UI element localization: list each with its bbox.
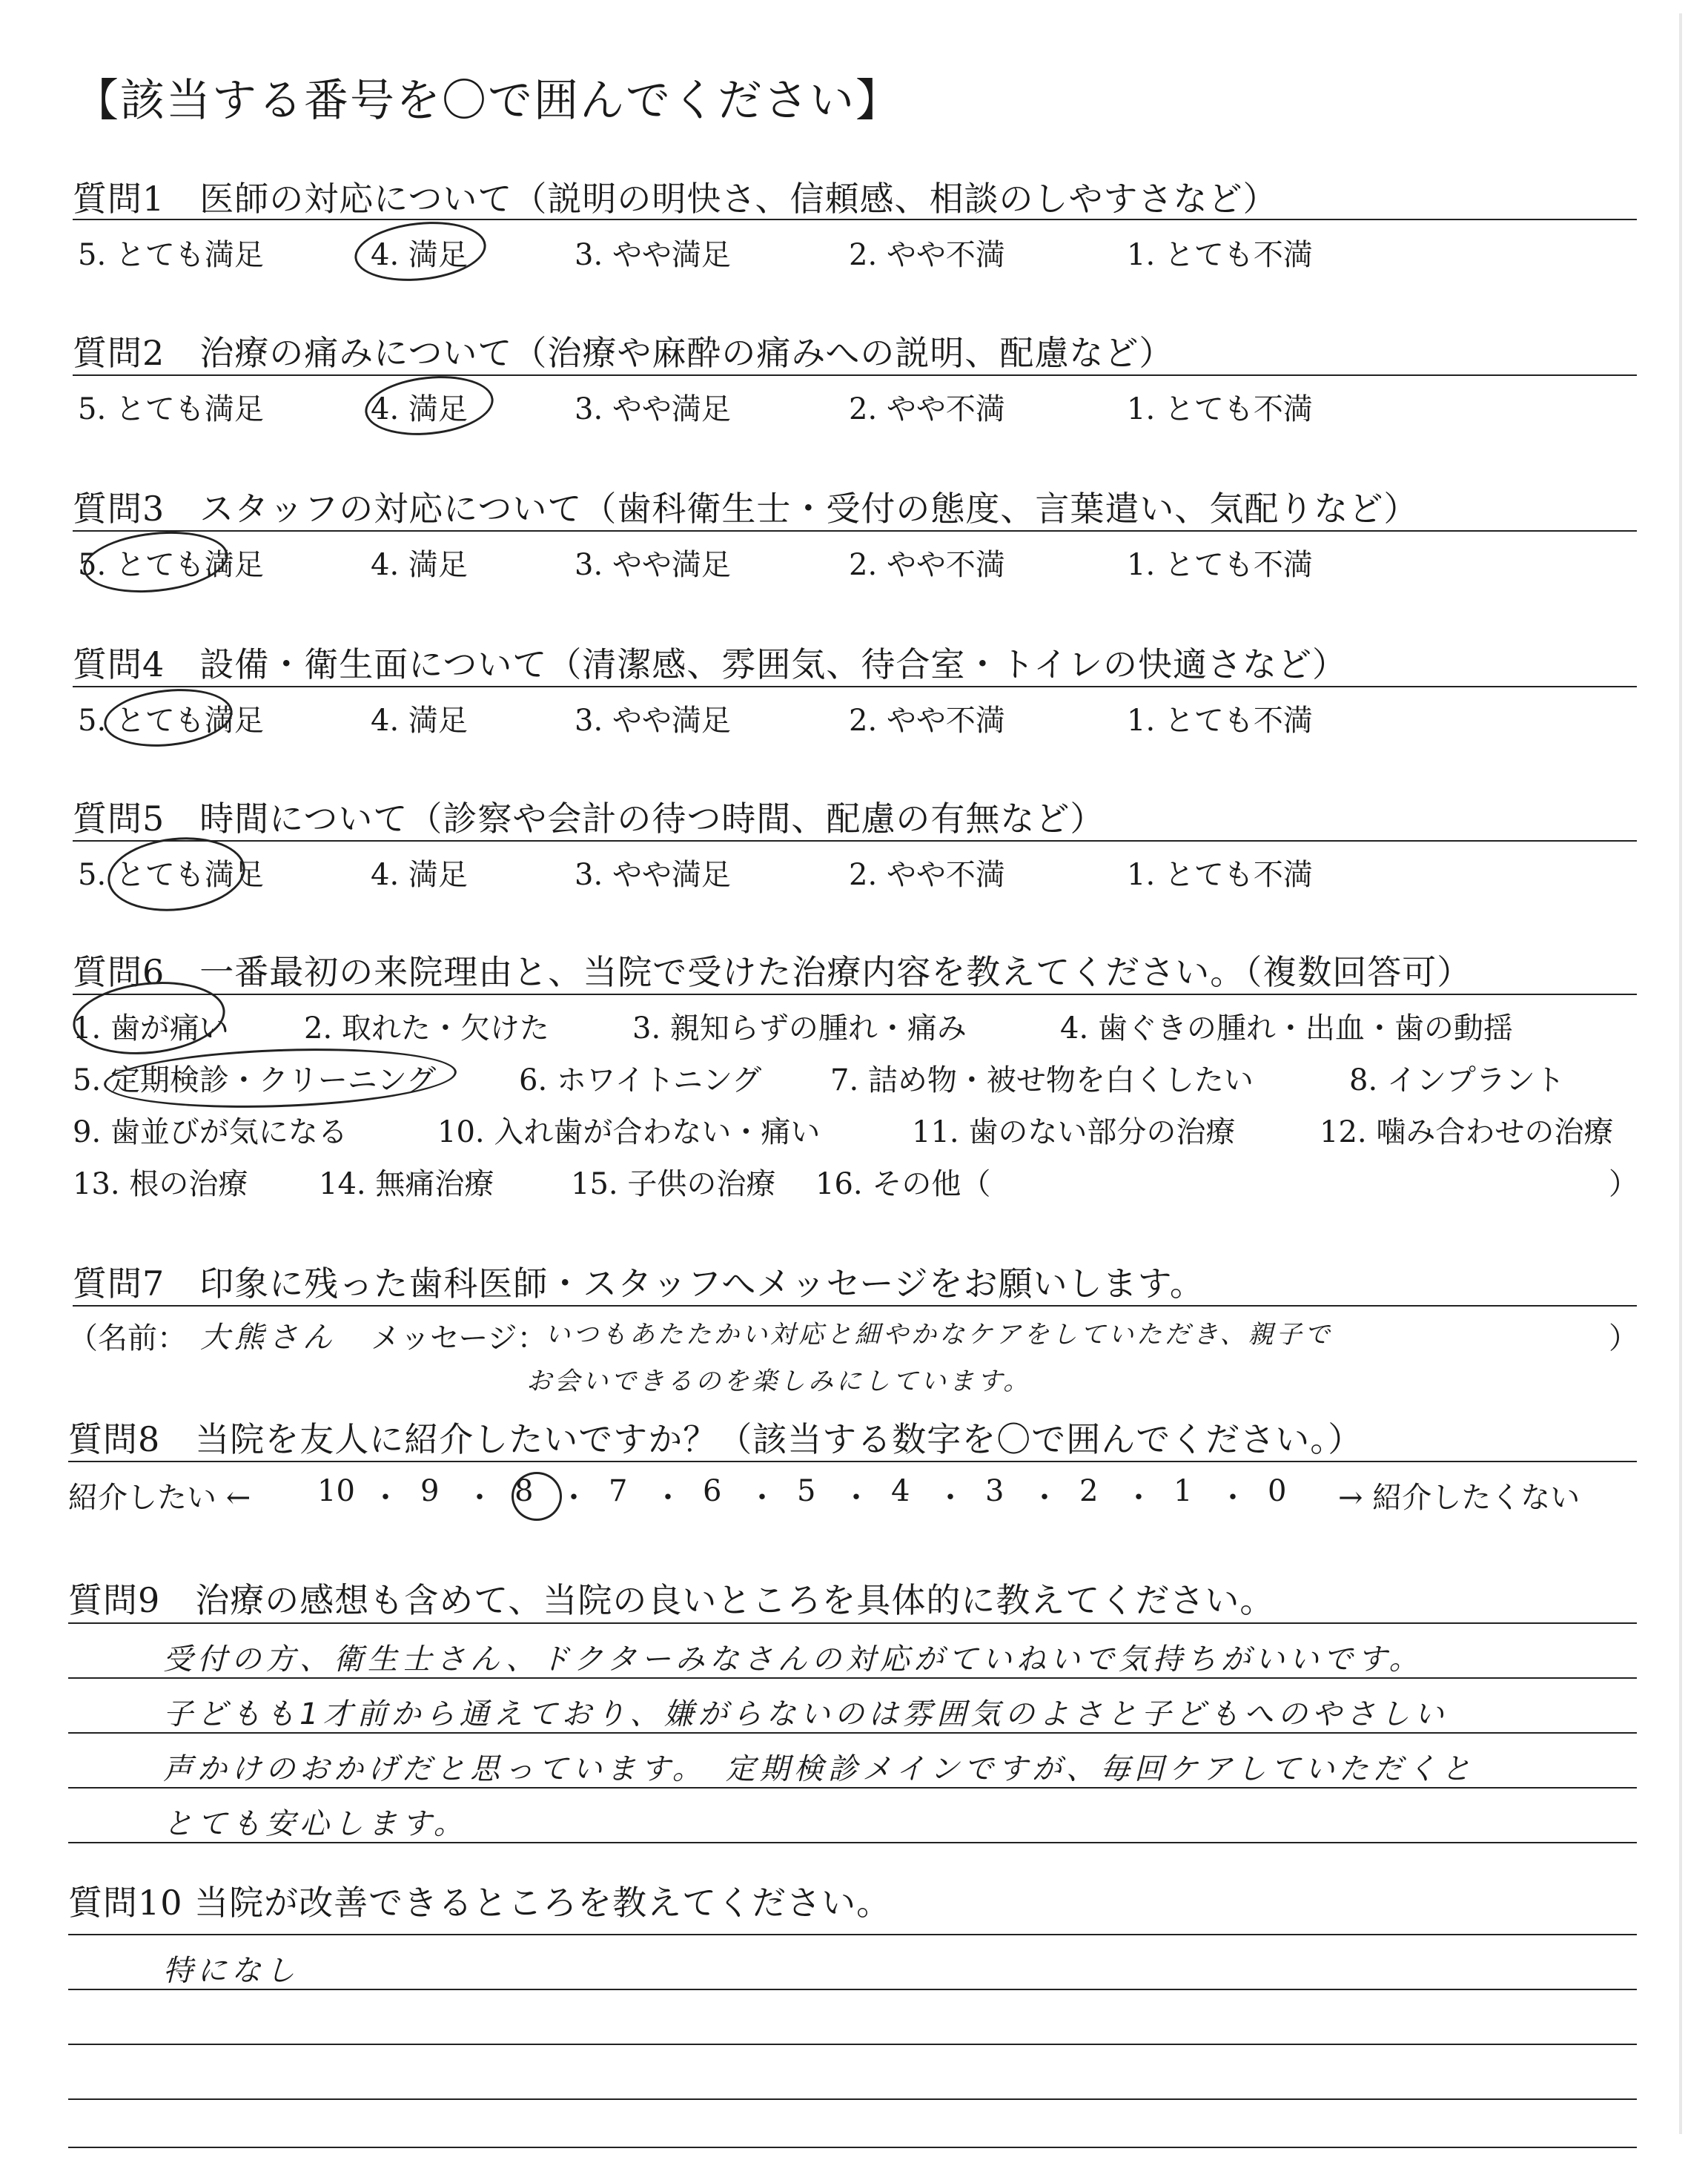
q1-answer-circle [351, 216, 489, 287]
q2-title: 質問2 治療の痛みについて（治療や麻酔の痛みへの説明、配慮など） [73, 333, 1174, 373]
q6-option-7[interactable]: 7. 詰め物・被せ物を白くしたい [830, 1063, 1254, 1097]
q8-left-label: 紹介したい ← [68, 1481, 251, 1515]
q1-option-1[interactable]: 1. とても不満 [1127, 238, 1313, 272]
q8-scale-value-0[interactable]: 0 [1268, 1474, 1287, 1508]
q9-rule-1 [68, 1622, 1637, 1624]
q7-message-line2: お会いできるのを楽しみにしています。 [526, 1367, 1032, 1396]
q7-name-label: （名前： [68, 1321, 187, 1355]
q9-answer-line2: 子どもも1才前から通えており、嫌がらないのは雰囲気のよさと子どもへのやさしい [163, 1697, 1449, 1731]
q2-option-2[interactable]: 2. やや不満 [849, 392, 1005, 426]
q6-option-4[interactable]: 4. 歯ぐきの腫れ・出血・歯の動揺 [1060, 1011, 1513, 1046]
q10-rule-3 [68, 2044, 1637, 2045]
q9-answer-line3: 声かけのおかげだと思っています。 定期検診メインですが、毎回ケアしていただくと [163, 1752, 1475, 1786]
q1-option-5[interactable]: 5. とても満足 [78, 238, 264, 272]
q5-option-1[interactable]: 1. とても不満 [1127, 858, 1313, 892]
q8-scale-value-5[interactable]: 5 [797, 1474, 816, 1508]
q2-option-4[interactable]: 4. 満足 [371, 392, 468, 426]
q3-option-5[interactable]: 5. とても満足 [78, 548, 264, 582]
q8-scale-separator: ・ [747, 1481, 777, 1515]
q6-option-2[interactable]: 2. 取れた・欠けた [304, 1011, 549, 1046]
q8-scale-separator: ・ [559, 1481, 589, 1515]
q5-answer-circle [104, 831, 248, 918]
q8-right-label: → 紹介したくない [1338, 1481, 1580, 1515]
q8-scale-separator: ・ [653, 1481, 683, 1515]
q8-scale-value-7[interactable]: 7 [609, 1474, 628, 1508]
q9-answer-line4: とても安心します。 [163, 1807, 468, 1841]
q5-option-5[interactable]: 5. とても満足 [78, 858, 264, 892]
q6-option-15[interactable]: 15. 子供の治療 [571, 1167, 776, 1201]
q7-close-paren: ） [1609, 1321, 1638, 1355]
q6-title: 質問6 一番最初の来院理由と、当院で受けた治療内容を教えてください。（複数回答可） [73, 952, 1472, 992]
scan-edge [1679, 13, 1682, 2134]
page-title: 【該当する番号を〇で囲んでください】 [74, 75, 901, 127]
q7-name-value: 大熊さん [200, 1321, 337, 1355]
q9-title: 質問9 治療の感想も含めて、当院の良いところを具体的に教えてください。 [68, 1580, 1275, 1620]
q3-rule [73, 530, 1637, 532]
q8-scale-separator: ・ [841, 1481, 871, 1515]
q6-option-1[interactable]: 1. 歯が痛い [73, 1011, 229, 1046]
q1-title: 質問1 医師の対応について（説明の明快さ、信頼感、相談のしやすさなど） [73, 179, 1278, 219]
q10-rule-2 [68, 1989, 1637, 1990]
q7-message-label: メッセージ： [371, 1321, 547, 1355]
q8-scale-separator: ・ [1124, 1481, 1153, 1515]
q8-scale-value-2[interactable]: 2 [1079, 1474, 1099, 1508]
q8-scale-value-4[interactable]: 4 [891, 1474, 910, 1508]
q8-scale-value-8[interactable]: 8 [514, 1474, 534, 1508]
q4-option-1[interactable]: 1. とても不満 [1127, 704, 1313, 738]
q8-scale-separator: ・ [1218, 1481, 1248, 1515]
q4-option-3[interactable]: 3. やや満足 [575, 704, 731, 738]
q6-option-9[interactable]: 9. 歯並びが気になる [73, 1115, 348, 1149]
q10-rule-4 [68, 2098, 1637, 2100]
q2-option-3[interactable]: 3. やや満足 [575, 392, 731, 426]
q5-option-3[interactable]: 3. やや満足 [575, 858, 731, 892]
q3-option-4[interactable]: 4. 満足 [371, 548, 468, 582]
q6-option-13[interactable]: 13. 根の治療 [73, 1167, 248, 1201]
q2-option-1[interactable]: 1. とても不満 [1127, 392, 1313, 426]
q7-message-line1: いつもあたたかい対応と細やかなケアをしていただき、親子で [545, 1320, 1333, 1350]
q5-option-2[interactable]: 2. やや不満 [849, 858, 1005, 892]
q3-answer-circle [80, 525, 231, 599]
q3-option-3[interactable]: 3. やや満足 [575, 548, 731, 582]
q6-option-16[interactable]: 16. その他（ [815, 1167, 991, 1201]
q6-option-6[interactable]: 6. ホワイトニング [519, 1063, 762, 1097]
q4-answer-circle [102, 683, 236, 753]
q6-option-11[interactable]: 11. 歯のない部分の治療 [912, 1115, 1236, 1149]
q8-scale-value-6[interactable]: 6 [703, 1474, 722, 1508]
q1-rule [73, 219, 1637, 220]
q4-title: 質問4 設備・衛生面について（清潔感、雰囲気、待合室・トイレの快適さなど） [73, 644, 1348, 684]
q4-option-5[interactable]: 5. とても満足 [78, 704, 264, 738]
q8-scale-separator: ・ [465, 1481, 494, 1515]
q5-option-4[interactable]: 4. 満足 [371, 858, 468, 892]
q4-option-4[interactable]: 4. 満足 [371, 704, 468, 738]
q2-option-5[interactable]: 5. とても満足 [78, 392, 264, 426]
q5-title: 質問5 時間について（診察や会計の待つ時間、配慮の有無など） [73, 799, 1105, 839]
q8-scale-separator: ・ [936, 1481, 965, 1515]
q6-option-3[interactable]: 3. 親知らずの腫れ・痛み [632, 1011, 967, 1046]
q8-scale-value-10[interactable]: 10 [317, 1474, 355, 1508]
q8-scale-value-9[interactable]: 9 [420, 1474, 440, 1508]
q6-rule [73, 994, 1637, 995]
q8-scale-separator: ・ [371, 1481, 400, 1515]
q6-option-5[interactable]: 5. 定期検診・クリーニング [73, 1063, 437, 1097]
q3-option-1[interactable]: 1. とても不満 [1127, 548, 1313, 582]
q5-rule [73, 840, 1637, 842]
q2-rule [73, 374, 1637, 376]
q1-option-4[interactable]: 4. 満足 [371, 238, 468, 272]
q2-answer-circle [362, 370, 496, 441]
q4-rule [73, 686, 1637, 687]
q1-option-3[interactable]: 3. やや満足 [575, 238, 731, 272]
q8-rule [68, 1461, 1637, 1462]
q8-answer-circle [512, 1472, 562, 1521]
q6-option-14[interactable]: 14. 無痛治療 [319, 1167, 494, 1201]
q10-rule-1 [68, 1934, 1637, 1935]
q7-title: 質問7 印象に残った歯科医師・スタッフへメッセージをお願いします。 [73, 1264, 1205, 1304]
q6-other-close-paren: ） [1609, 1167, 1638, 1201]
q10-rule-5 [68, 2147, 1637, 2148]
q7-rule [73, 1305, 1637, 1307]
q3-option-2[interactable]: 2. やや不満 [849, 548, 1005, 582]
q8-title: 質問8 当院を友人に紹介したいですか？（該当する数字を〇で囲んでください。） [68, 1419, 1363, 1459]
q10-answer: 特になし [163, 1954, 299, 1988]
q8-scale-value-3[interactable]: 3 [985, 1474, 1004, 1508]
q6-option-12[interactable]: 12. 噛み合わせの治療 [1320, 1115, 1614, 1149]
q4-option-2[interactable]: 2. やや不満 [849, 704, 1005, 738]
q6-option-8[interactable]: 8. インプラント [1349, 1063, 1565, 1097]
q9-answer-line1: 受付の方、衛生士さん、ドクターみなさんの対応がていねいで気持ちがいいです。 [163, 1642, 1423, 1677]
q8-scale-value-1[interactable]: 1 [1174, 1474, 1193, 1508]
q6-option-10[interactable]: 10. 入れ歯が合わない・痛い [437, 1115, 821, 1149]
q1-option-2[interactable]: 2. やや不満 [849, 238, 1005, 272]
q10-title: 質問10 当院が改善できるところを教えてください。 [68, 1883, 892, 1923]
q3-title: 質問3 スタッフの対応について（歯科衛生士・受付の態度、言葉遣い、気配りなど） [73, 489, 1419, 529]
q8-scale-separator: ・ [1030, 1481, 1059, 1515]
q6-answer-circle-5 [103, 1043, 457, 1114]
